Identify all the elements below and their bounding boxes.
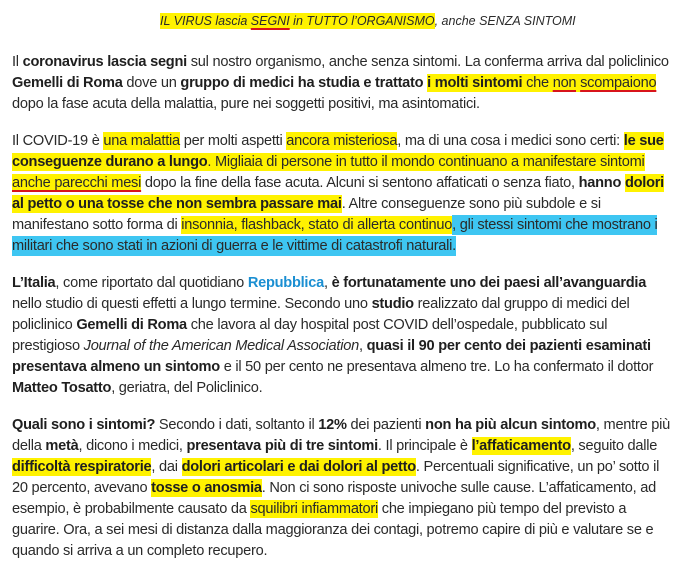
- text: . Non ci sono risposte univoche sulle cause. L’affaticamento, ad esempio, è probabilmente causato da: [12, 480, 657, 517]
- text: , dicono i medici,: [78, 438, 187, 454]
- bold-text: Gemelli di Roma: [12, 75, 123, 91]
- subtitle-highlight: [160, 13, 435, 29]
- paragraph-2: [12, 131, 672, 257]
- text: e il 50 per cento ne presentava almeno tre. Lo ha confermato il dottor: [219, 359, 654, 375]
- text: Il: [12, 54, 23, 70]
- bold-text: coronavirus lascia segni: [22, 54, 187, 70]
- subtitle-text: IL VIRUS lascia: [160, 14, 251, 28]
- paragraph-1: [12, 52, 672, 115]
- text: sul nostro organismo, anche senza sintomi. La conferma arriva dal policlinico: [186, 54, 669, 70]
- article-body: [12, 52, 672, 578]
- paragraph-4: [12, 415, 672, 562]
- highlighted-bold-text: tosse o anosmia: [151, 480, 262, 496]
- text: . Percentuali significative, un po’ sotto il 20 percento, avevano: [12, 459, 660, 496]
- bold-text: Gemelli di Roma: [76, 317, 187, 333]
- bold-text: metà: [45, 438, 79, 454]
- text: , seguito dalle: [570, 438, 658, 454]
- bold-text: quasi il 90 per cento dei pazienti esaminati presentava almeno un sintomo: [12, 338, 651, 375]
- text: nello studio di questi effetti a lungo termine. Secondo uno: [12, 296, 372, 312]
- text: dove un: [122, 75, 181, 91]
- article-subtitle: [160, 14, 576, 28]
- text: dopo la fine della fase acuta. Alcuni si sentono affaticati o senza fiato,: [141, 175, 579, 191]
- text: Secondo i dati, soltanto il: [155, 417, 319, 433]
- bold-text: Matteo Tosatto: [12, 380, 112, 396]
- text: , ma di una cosa i medici sono certi:: [397, 133, 624, 149]
- text: ,: [323, 275, 332, 291]
- text: ,: [358, 338, 367, 354]
- subtitle-text: , anche SENZA SINTOMI: [434, 14, 576, 28]
- bold-text: L’Italia: [12, 275, 56, 291]
- bold-text: presentava più di tre sintomi: [186, 438, 378, 454]
- highlighted-text: insonnia, flashback, stato di allerta continuo: [181, 217, 453, 233]
- text: che impiegano più tempo del previsto a guarire. Ora, a sei mesi di distanza dalla maggioranza dei contagi, potremo capire di più e valutare se e quando si arriva a un completo recupero.: [12, 501, 654, 559]
- text: realizzato dal gruppo di medici del policlinico: [12, 296, 630, 333]
- bold-text: 12%: [318, 417, 347, 433]
- highlighted-bold-text: dolori articolari e dai dolori al petto: [181, 459, 416, 475]
- highlighted-underlined-text: anche parecchi mesi: [12, 175, 142, 191]
- highlighted-bold-text: le sue conseguenze durano a lungo: [12, 133, 664, 170]
- bold-text: Quali sono i sintomi?: [12, 417, 156, 433]
- subtitle-underlined-word: SEGNI: [250, 14, 290, 28]
- text: , geriatra, del Policlinico.: [111, 380, 263, 396]
- highlighted-text: . Migliaia di persone in tutto il mondo continuano a manifestare sintomi: [207, 154, 645, 170]
- highlighted-bold-text: i molti sintomi: [427, 75, 523, 91]
- text: che lavora al day hospital post COVID dell’ospedale, pubblicato sul prestigioso: [12, 317, 608, 354]
- highlighted-text: ancora misteriosa: [286, 133, 398, 149]
- highlighted-text: una malattia: [103, 133, 180, 149]
- text: , mentre più della: [12, 417, 670, 454]
- journal-name: Journal of the American Medical Association: [83, 338, 359, 354]
- bold-text: hanno: [578, 175, 622, 191]
- highlighted-underlined-text: scompaiono: [580, 75, 657, 91]
- text: per molti aspetti: [179, 133, 287, 149]
- highlighted-bold-text: l’affaticamento: [471, 438, 571, 454]
- highlighted-text: squilibri infiammatori: [250, 501, 378, 517]
- paragraph-3: [12, 273, 672, 399]
- highlighted-bold-text: dolori al petto o una tosse che non sembra passare mai: [12, 175, 664, 212]
- text: Il COVID-19 è: [12, 133, 104, 149]
- bold-text: è fortunatamente uno dei paesi all’avanguardia: [331, 275, 647, 291]
- text: dopo la fase acuta della malattia, pure nei soggetti positivi, ma asintomatici.: [12, 96, 480, 112]
- text: , come riportato dal quotidiano: [55, 275, 248, 291]
- bold-text: studio: [371, 296, 414, 312]
- bold-text: gruppo di medici ha studia e trattato: [180, 75, 424, 91]
- text: . Il principale è: [377, 438, 472, 454]
- text: , dai: [151, 459, 182, 475]
- repubblica-link[interactable]: Repubblica: [247, 275, 324, 291]
- highlighted-text: che: [522, 75, 553, 91]
- bold-text: non ha più alcun sintomo: [425, 417, 596, 433]
- text: . Altre conseguenze sono più subdole e si manifestano sotto forma di: [12, 196, 601, 233]
- subtitle-text: in TUTTO l’ORGANISMO: [289, 14, 435, 28]
- highlighted-underlined-text: non: [552, 75, 577, 91]
- blue-highlighted-text: , gli stessi sintomi che mostrano i militari che sono stati in azioni di guerra e le vittime di catastrofi naturali.: [12, 217, 658, 254]
- highlighted-bold-text: difficoltà respiratorie: [12, 459, 152, 475]
- text: dei pazienti: [346, 417, 426, 433]
